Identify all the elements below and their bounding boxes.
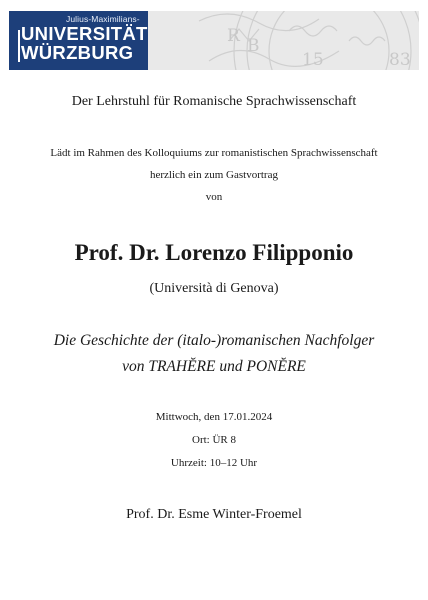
seal-digits-right: 83 (389, 50, 411, 70)
logo-universitaet: UNIVERSITÄT (21, 23, 148, 44)
event-date: Mittwoch, den 17.01.2024 (155, 411, 273, 423)
university-seal-watermark (139, 11, 419, 70)
invitation-line-1: Lädt im Rahmen des Kolloquiums zur romanistischen Sprachwissenschaft (50, 147, 378, 159)
von-text: von (205, 191, 223, 203)
speaker-affiliation: (Università di Genova) (149, 281, 279, 296)
logo-wuerzburg: WÜRZBURG (21, 42, 134, 63)
seal-letter: R (227, 26, 240, 46)
host-name: Prof. Dr. Esme Winter-Froemel (126, 507, 302, 522)
logo-subtitle: Julius-Maximilians- (66, 14, 140, 24)
department-heading: Der Lehrstuhl für Romanische Sprachwissenschaft (71, 94, 357, 109)
talk-title-line-1: Die Geschichte der (italo-)romanischen Nachfolger (53, 332, 375, 349)
logo-accent-bar (18, 30, 20, 62)
invitation-line-2: herzlich ein zum Gastvortrag (150, 169, 278, 181)
event-time: Uhrzeit: 10–12 Uhr (170, 457, 258, 469)
speaker-name: Prof. Dr. Lorenzo Filipponio (74, 240, 354, 265)
event-location: Ort: ÜR 8 (192, 434, 236, 446)
university-logo[interactable] (9, 11, 148, 70)
seal-letter: B (247, 36, 260, 56)
seal-digits-left: 15 (302, 50, 324, 70)
talk-title-line-2: von TRAHĔRE und PONĔRE (122, 358, 306, 375)
university-banner (9, 11, 419, 70)
